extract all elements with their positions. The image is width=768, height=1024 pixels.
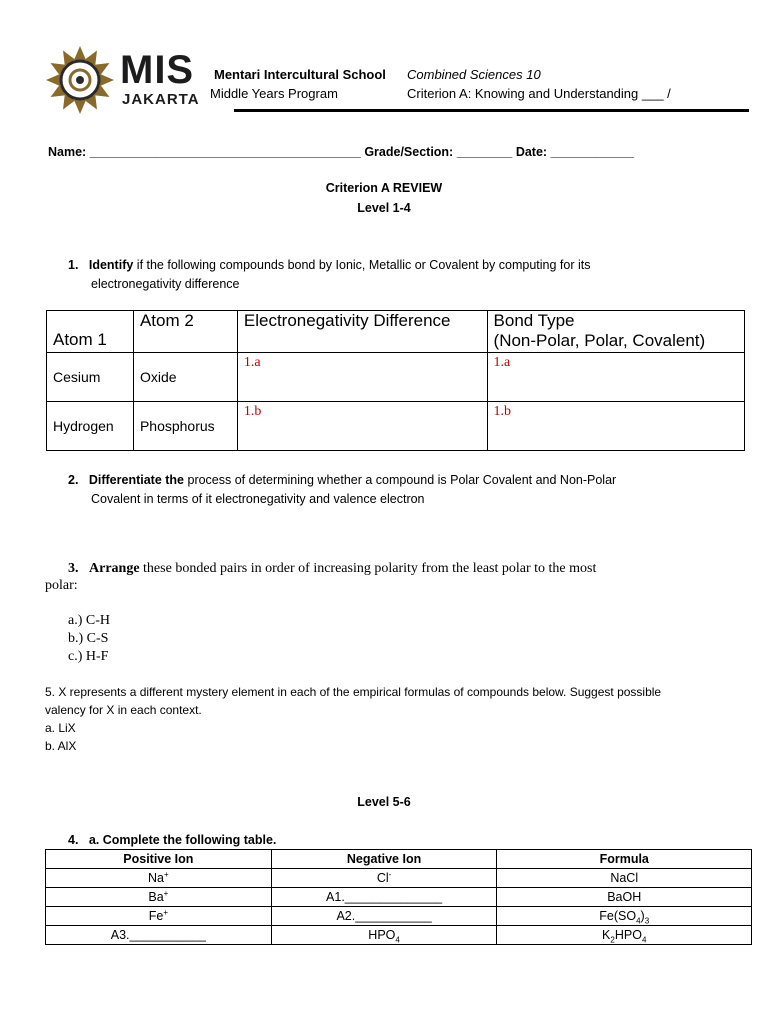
table-row <box>47 402 745 451</box>
negative-ion-cell: $HPO_4$ <box>271 926 497 945</box>
bond-type-sub: (Non-Polar, Polar, Covalent) <box>493 331 706 350</box>
atom1-cell: Cesium <box>47 353 134 402</box>
level-5-6-title: Level 5-6 <box>357 795 411 809</box>
question-4 <box>68 831 276 849</box>
en-diff-answer[interactable]: 1.a <box>237 353 487 402</box>
col-formula: Formula <box>497 850 752 869</box>
table-header-row <box>46 850 752 869</box>
q5-line2: valency for X in each context. <box>45 703 202 717</box>
en-diff-answer[interactable]: 1.b <box>237 402 487 451</box>
q2-text: process of determining whether a compound is Polar Covalent and Non-Polar <box>184 473 617 487</box>
answer-a1-blank[interactable]: A1.______________ <box>271 888 497 907</box>
q3-list <box>68 612 110 666</box>
q3-text-cont: polar: <box>45 578 78 593</box>
table-row <box>46 926 752 945</box>
table-header-row <box>47 311 745 353</box>
question-5 <box>45 683 661 755</box>
school-logo <box>44 44 200 116</box>
table-row <box>46 869 752 888</box>
bond-type-answer[interactable]: 1.b <box>487 402 744 451</box>
col-en-diff: Electronegativity Difference <box>237 311 487 353</box>
level-1-4-title: Level 1-4 <box>357 201 411 215</box>
table-row <box>47 353 745 402</box>
q5-line1: 5. X represents a different mystery element in each of the empirical formulas of compounds below. Suggest possible <box>45 685 662 699</box>
sun-emblem-icon <box>44 44 116 116</box>
date-blank[interactable]: ____________ <box>550 145 635 159</box>
positive-ion-cell: Fe+ <box>46 907 272 926</box>
atom2-cell: Oxide <box>133 353 237 402</box>
table-row <box>46 888 752 907</box>
course-name: Combined Sciences 10 <box>407 67 541 82</box>
q2-verb: Differentiate the <box>88 473 185 487</box>
list-item: b.) C-S <box>68 631 109 646</box>
positive-ion-cell: Na+ <box>46 869 272 888</box>
question-3 <box>68 561 596 577</box>
formula-cell: NaCl <box>497 869 752 888</box>
grade-blank[interactable]: ________ <box>456 145 513 159</box>
q2-number: 2. <box>68 473 79 487</box>
q2-text-cont: Covalent in terms of it electronegativity and valence electron <box>91 492 425 506</box>
q4-text: a. Complete the following table. <box>88 833 277 847</box>
atom1-cell: Hydrogen <box>47 402 134 451</box>
review-title: Criterion A REVIEW <box>325 181 443 195</box>
logo-jakarta-text: JAKARTA <box>122 91 200 108</box>
col-bond-type <box>487 311 744 353</box>
question-1 <box>68 256 591 274</box>
q5-part-a: a. LiX <box>45 721 76 735</box>
formula-cell: $K_2HPO_4$ <box>497 926 752 945</box>
ion-formula-table <box>45 849 752 945</box>
bond-type-label: Bond Type <box>493 311 575 330</box>
criterion-score: Criterion A: Knowing and Understanding ___ / <box>407 86 671 101</box>
q3-verb: Arrange <box>89 561 140 576</box>
name-blank[interactable]: _______________________________________ <box>89 145 361 159</box>
program-name: Middle Years Program <box>210 86 338 101</box>
formula-cell: BaOH <box>497 888 752 907</box>
student-info-line <box>48 143 634 161</box>
q4-number: 4. <box>68 833 79 847</box>
q1-number: 1. <box>68 258 79 272</box>
col-positive-ion: Positive Ion <box>46 850 272 869</box>
q3-text: these bonded pairs in order of increasing polarity from the least polar to the most <box>139 561 597 576</box>
q1-verb: Identify <box>88 258 134 272</box>
grade-label: Grade/Section: <box>364 145 454 159</box>
bond-type-answer[interactable]: 1.a <box>487 353 744 402</box>
answer-a3-blank[interactable]: A3.___________ <box>46 926 272 945</box>
positive-ion-cell: Ba+ <box>46 888 272 907</box>
atom2-cell: Phosphorus <box>133 402 237 451</box>
answer-a2-blank[interactable]: A2.___________ <box>271 907 497 926</box>
name-label: Name: <box>48 145 87 159</box>
school-name: Mentari Intercultural School <box>214 67 386 82</box>
question-2 <box>68 471 616 489</box>
col-atom2: Atom 2 <box>133 311 237 353</box>
negative-ion-cell: Cl- <box>271 869 497 888</box>
q1-text: if the following compounds bond by Ionic, Metallic or Covalent by computing for its <box>133 258 591 272</box>
q1-text-cont: electronegativity difference <box>91 277 240 291</box>
list-item: a.) C-H <box>68 613 110 628</box>
col-atom1: Atom 1 <box>47 311 134 353</box>
list-item: c.) H-F <box>68 649 109 664</box>
col-negative-ion: Negative Ion <box>271 850 497 869</box>
q3-number: 3. <box>68 561 79 576</box>
formula-cell: $Fe(SO_4)_3$ <box>497 907 752 926</box>
date-label: Date: <box>515 145 548 159</box>
q5-part-b: b. AlX <box>45 739 77 753</box>
table-row <box>46 907 752 926</box>
electronegativity-table <box>46 310 745 451</box>
logo-mis-text: MIS <box>120 48 195 92</box>
header-rule <box>234 109 749 112</box>
